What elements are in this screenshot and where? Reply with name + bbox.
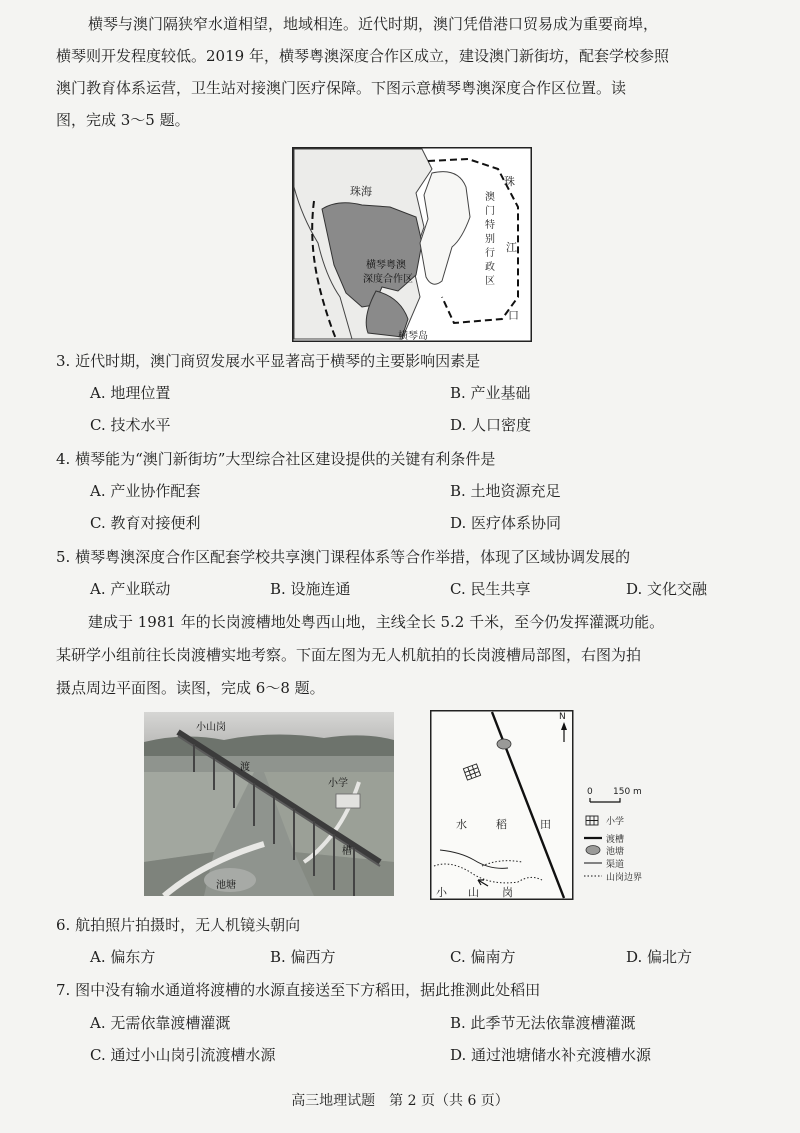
q5-option-a: A. 产业联动 [90, 580, 171, 598]
map1-label-macau: 澳 门 特 别 行 政 区 [485, 192, 495, 287]
legend-aqueduct: 渡槽 [606, 835, 625, 845]
map1-label-zhuhai: 珠海 [350, 185, 372, 198]
photo-label-pond: 池塘 [216, 880, 236, 891]
passage1-line2: 横琴则开发程度较低。2019 年，横琴粤澳深度合作区成立，建设澳门新街坊，配套学校参照 [56, 47, 669, 65]
passage2-line2: 某研学小组前往长岗渡槽实地考察。下面左图为无人机航拍的长岗渡槽局部图，右图为拍 [56, 646, 642, 664]
field-label-3: 田 [540, 818, 551, 831]
q3-option-a: A. 地理位置 [90, 384, 171, 402]
q7-stem: 7. 图中没有输水通道将渡槽的水源直接送至下方稻田，据此推测此处稻田 [56, 981, 541, 999]
q3-stem: 3. 近代时期，澳门商贸发展水平显著高于横琴的主要影响因素是 [56, 352, 481, 370]
passage2-line1: 建成于 1981 年的长岗渡槽地处粤西山地，主线全长 5.2 千米，至今仍发挥灌溉功能。 [88, 613, 665, 631]
q5-option-d: D. 文化交融 [626, 580, 708, 598]
q3-option-b: B. 产业基础 [450, 384, 531, 402]
hill-label-1: 小 [436, 886, 447, 899]
q6-option-a: A. 偏东方 [90, 948, 156, 966]
map1-label-river-2: 江 [506, 241, 517, 254]
passage2-line3: 摄点周边平面图。读图，完成 6～8 题。 [56, 679, 325, 697]
q7-option-b: B. 此季节无法依靠渡槽灌溉 [450, 1014, 636, 1032]
q3-option-c: C. 技术水平 [90, 416, 171, 434]
q4-option-d: D. 医疗体系协同 [450, 514, 562, 532]
scale-zero: 0 [587, 787, 593, 797]
scale-value: 150 m [613, 787, 642, 797]
q6-option-b: B. 偏西方 [270, 948, 336, 966]
aerial-photo [144, 712, 394, 896]
passage1-line1: 横琴与澳门隔狭窄水道相望，地域相连。近代时期，澳门凭借港口贸易成为重要商埠， [88, 15, 659, 33]
q5-option-c: C. 民生共享 [450, 580, 531, 598]
q5-stem: 5. 横琴粤澳深度合作区配套学校共享澳门课程体系等合作举措，体现了区域协调发展的 [56, 548, 631, 566]
map1-label-zone-2: 深度合作区 [363, 274, 413, 285]
photo-label-school: 小学 [328, 778, 348, 789]
q4-option-c: C. 教育对接便利 [90, 514, 201, 532]
q7-option-a: A. 无需依靠渡槽灌溉 [90, 1014, 231, 1032]
q4-option-b: B. 土地资源充足 [450, 482, 561, 500]
field-label-2: 稻 [496, 818, 507, 831]
hengqin-map [292, 147, 532, 342]
legend-pond: 池塘 [606, 847, 625, 857]
photo-label-du: 渡 [240, 762, 250, 773]
photo-label-hill: 小山岗 [196, 722, 226, 733]
map1-label-zone-1: 横琴粤澳 [366, 260, 406, 271]
map1-label-river-1: 珠 [504, 175, 515, 188]
q7-option-d: D. 通过池塘储水补充渡槽水源 [450, 1046, 652, 1064]
q6-option-c: C. 偏南方 [450, 948, 516, 966]
hill-label-3: 岗 [502, 886, 513, 899]
page-footer: 高三地理试题 第 2 页（共 6 页） [291, 1093, 509, 1109]
q3-option-d: D. 人口密度 [450, 416, 532, 434]
legend-school: 小学 [606, 817, 625, 827]
hill-label-2: 山 [468, 886, 479, 899]
q7-option-c: C. 通过小山岗引流渡槽水源 [90, 1046, 276, 1064]
q5-option-b: B. 设施连通 [270, 580, 351, 598]
photo-label-cao: 槽 [342, 846, 352, 857]
field-label-1: 水 [456, 818, 467, 831]
plan-map [430, 710, 690, 900]
passage1-line4: 图，完成 3～5 题。 [56, 111, 190, 129]
map1-label-island: 横琴岛 [398, 331, 428, 342]
legend-hill-boundary: 山岗边界 [606, 873, 643, 883]
q4-option-a: A. 产业协作配套 [90, 482, 201, 500]
q6-stem: 6. 航拍照片拍摄时，无人机镜头朝向 [56, 916, 301, 934]
q6-option-d: D. 偏北方 [626, 948, 693, 966]
north-label: N [559, 712, 566, 722]
q4-stem: 4. 横琴能为“澳门新街坊”大型综合社区建设提供的关键有利条件是 [56, 450, 496, 468]
legend-channel: 渠道 [606, 860, 625, 870]
map1-label-river-3: 口 [508, 309, 519, 322]
passage1-line3: 澳门教育体系运营，卫生站对接澳门医疗保障。下图示意横琴粤澳深度合作区位置。读 [56, 79, 627, 97]
